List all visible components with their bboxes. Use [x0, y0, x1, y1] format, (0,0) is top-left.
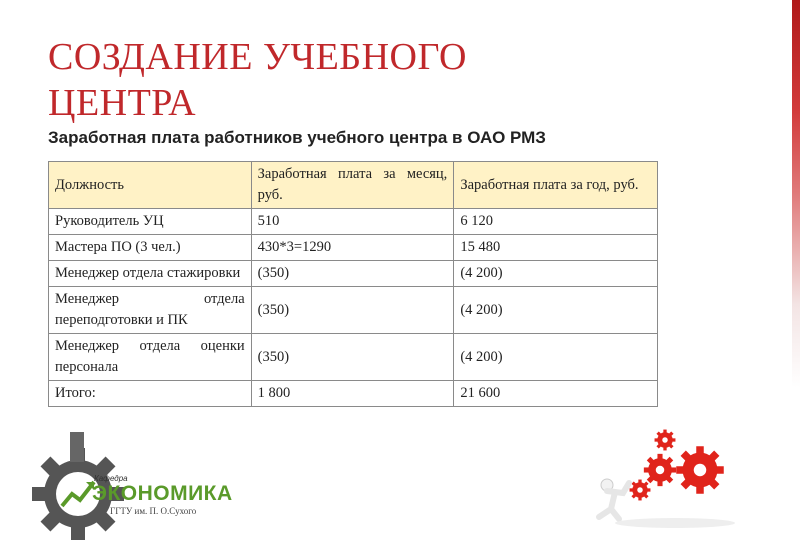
cell-monthly: 510 [251, 209, 454, 235]
table-row [49, 209, 658, 235]
table-row [49, 334, 658, 381]
cell-yearly: (4 200) [454, 287, 658, 334]
cell-monthly: (350) [251, 334, 454, 381]
cell-position: Мастера ПО (3 чел.) [49, 235, 252, 261]
header-monthly: Заработная плата за месяц, руб. [251, 162, 454, 209]
cell-position: Руководитель УЦ [49, 209, 252, 235]
cell-position: Менеджер отдела переподготовки и ПК [49, 287, 252, 334]
cell-position: Итого: [49, 381, 252, 407]
cell-yearly: 15 480 [454, 235, 658, 261]
salary-table [48, 161, 658, 407]
table-row [49, 261, 658, 287]
cell-monthly: (350) [251, 287, 454, 334]
slide-title: СОЗДАНИЕ УЧЕБНОГО ЦЕНТРА [48, 36, 467, 124]
cell-yearly: 6 120 [454, 209, 658, 235]
cell-monthly: (350) [251, 261, 454, 287]
logo-university: ГГТУ им. П. О.Сухого [110, 506, 197, 516]
table-row [49, 235, 658, 261]
cell-monthly: 430*3=1290 [251, 235, 454, 261]
figure-pushing-gears-icon [585, 425, 750, 535]
header-yearly: Заработная плата за год, руб. [454, 162, 658, 209]
decorative-stripe [792, 0, 800, 554]
cell-yearly: 21 600 [454, 381, 658, 407]
cell-position: Менеджер отдела стажировки [49, 261, 252, 287]
header-position: Должность [49, 162, 252, 209]
slide-subtitle: Заработная плата работников учебного центра в ОАО РМЗ [48, 128, 546, 147]
table-header-row [49, 162, 658, 209]
cell-yearly: (4 200) [454, 334, 658, 381]
cell-monthly: 1 800 [251, 381, 454, 407]
logo-caption: Кафедра [94, 474, 128, 483]
logo-name: ЭКОНОМИКА [92, 482, 233, 505]
cell-yearly: (4 200) [454, 261, 658, 287]
table-row [49, 287, 658, 334]
table-row-total [49, 381, 658, 407]
cell-position: Менеджер отдела оценки персонала [49, 334, 252, 381]
